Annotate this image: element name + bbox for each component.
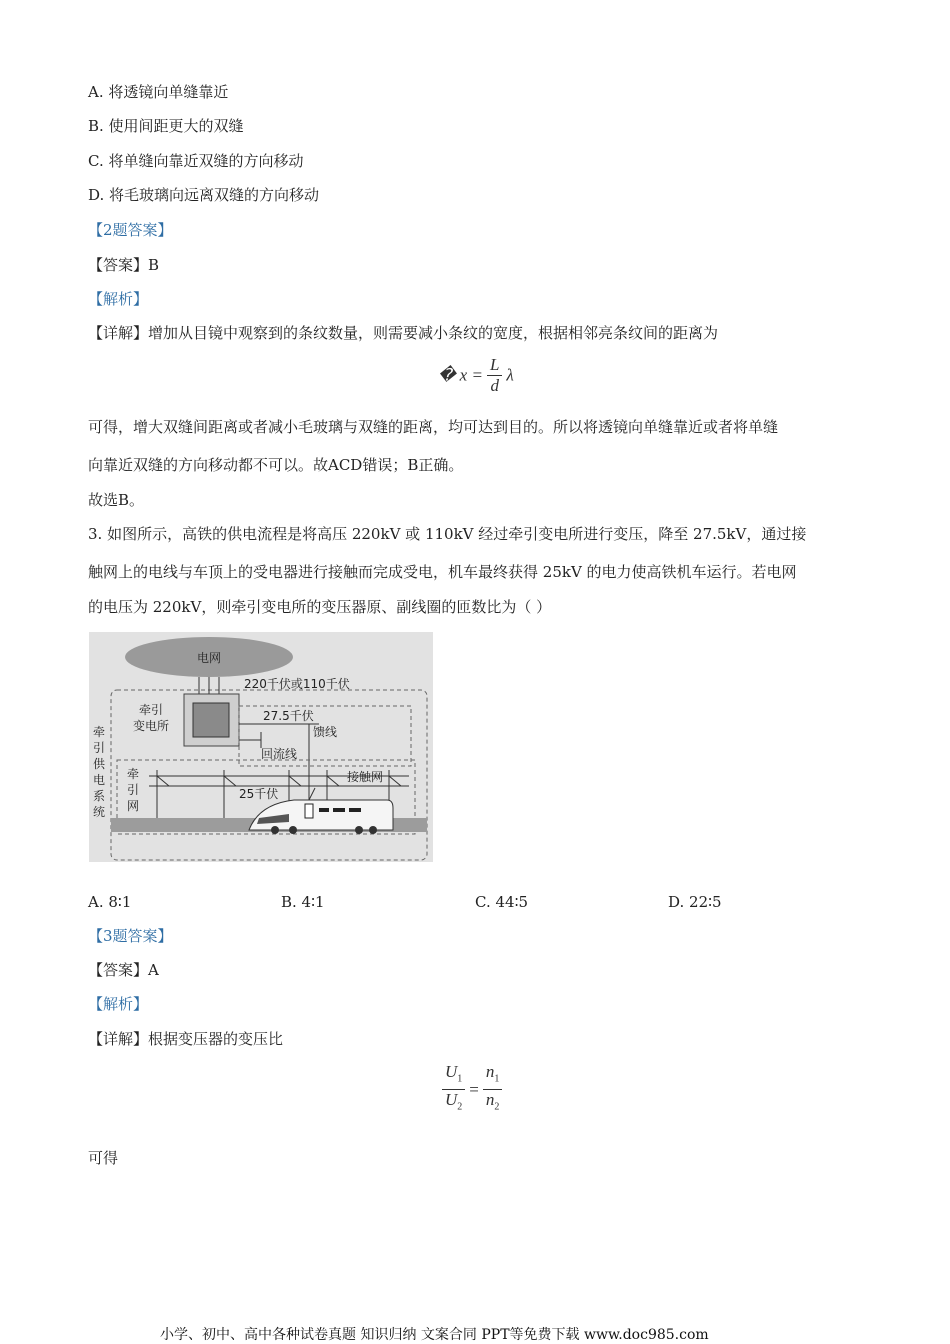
page-footer: 小学、初中、高中各种试卷真题 知识归纳 文案合同 PPT等免费下载 www.doc985.com xyxy=(160,1327,709,1343)
system-label-char: 引 xyxy=(92,741,106,755)
transformer-chip xyxy=(193,703,229,737)
network-label-char: 引 xyxy=(126,783,140,797)
q2-option-d: D. 将毛玻璃向远离双缝的方向移动 xyxy=(88,186,320,204)
formula-n2-sub: 2 xyxy=(494,1101,500,1113)
system-label-char: 系 xyxy=(92,789,106,803)
system-label-char: 供 xyxy=(92,757,106,771)
q3-option-d: D. 22∶5 xyxy=(668,893,722,911)
formula-lambda: λ xyxy=(506,365,514,385)
formula-u1: U xyxy=(445,1062,458,1081)
system-label-char: 电 xyxy=(92,773,106,787)
q2-detail2-line1: 可得，增大双缝间距离或者减小毛玻璃与双缝的距离，均可达到目的。所以将透镜向单缝靠近或者将单缝 xyxy=(88,418,779,436)
substation-label-2: 变电所 xyxy=(132,719,170,733)
q2-option-c: C. 将单缝向靠近双缝的方向移动 xyxy=(88,152,304,170)
q2-detail: 【详解】增加从目镜中观察到的条纹数量，则需要减小条纹的宽度，根据相邻亮条纹间的距离为 xyxy=(88,324,719,342)
network-label-char: 牵 xyxy=(126,767,140,781)
q3-detail: 【详解】根据变压器的变压比 xyxy=(88,1030,284,1048)
formula-fraction xyxy=(487,355,502,396)
formula-n-fraction xyxy=(483,1062,503,1118)
q3-stem-line2: 触网上的电线与车顶上的受电器进行接触而完成受电，机车最终获得 25kV 的电力使高铁机车运行。若电网 xyxy=(88,563,797,581)
q2-answer-header: 【2题答案】 xyxy=(88,221,173,239)
voltage-mid-label: 27.5千伏 xyxy=(263,709,314,723)
q3-analysis-header: 【解析】 xyxy=(88,995,149,1013)
q3-answer: 【答案】A xyxy=(88,961,159,979)
q2-option-a: A. 将透镜向单缝靠近 xyxy=(88,83,229,101)
formula-numerator: L xyxy=(487,355,502,376)
formula-n1-sub: 1 xyxy=(494,1073,500,1085)
formula-prefix: � x = xyxy=(438,365,483,385)
network-label-char: 网 xyxy=(126,799,140,813)
system-label-char: 统 xyxy=(92,805,106,819)
q2-conclusion: 故选B。 xyxy=(88,491,145,509)
q2-detail2-line2: 向靠近双缝的方向移动都不可以。故ACD错误；B正确。 xyxy=(88,456,464,474)
grid-label: 电网 xyxy=(196,651,222,665)
q3-option-b: B. 4∶1 xyxy=(281,893,325,911)
power-supply-diagram xyxy=(89,632,433,862)
q2-analysis-header: 【解析】 xyxy=(88,290,149,308)
substation-label-1: 牵引 xyxy=(138,703,164,717)
formula-n2: n xyxy=(485,1090,495,1110)
q2-formula xyxy=(438,355,514,396)
network-label xyxy=(127,766,139,813)
catenary-label: 接触网 xyxy=(347,770,384,784)
voltage-high-label: 220千伏或110千伏 xyxy=(244,677,350,691)
formula-n1: n xyxy=(485,1062,495,1081)
feeder-label: 馈线 xyxy=(313,725,338,739)
q2-answer: 【答案】B xyxy=(88,256,160,274)
return-label: 回流线 xyxy=(261,747,298,761)
q3-answer-header: 【3题答案】 xyxy=(88,927,173,945)
formula-denominator: d xyxy=(490,376,499,395)
formula-equals: = xyxy=(469,1079,479,1099)
formula-u2: U xyxy=(445,1090,458,1110)
q3-option-c: C. 44∶5 xyxy=(475,893,529,911)
formula-u2-sub: 2 xyxy=(457,1101,463,1113)
formula-u-fraction xyxy=(442,1062,465,1118)
q3-option-a: A. 8∶1 xyxy=(88,893,132,911)
voltage-low-label: 25千伏 xyxy=(239,787,279,801)
q3-conclusion: 可得 xyxy=(88,1149,119,1167)
q3-stem-line3: 的电压为 220kV，则牵引变电所的变压器原、副线圈的匝数比为（ ） xyxy=(88,598,552,616)
formula-u1-sub: 1 xyxy=(457,1073,463,1085)
q2-option-b: B. 使用间距更大的双缝 xyxy=(88,117,244,135)
q3-formula xyxy=(442,1062,502,1118)
q3-stem-line1: 3. 如图所示，高铁的供电流程是将高压 220kV 或 110kV 经过牵引变电所进行变压，降至 27.5kV，通过接 xyxy=(88,525,807,543)
system-label-char: 牵 xyxy=(92,725,106,739)
